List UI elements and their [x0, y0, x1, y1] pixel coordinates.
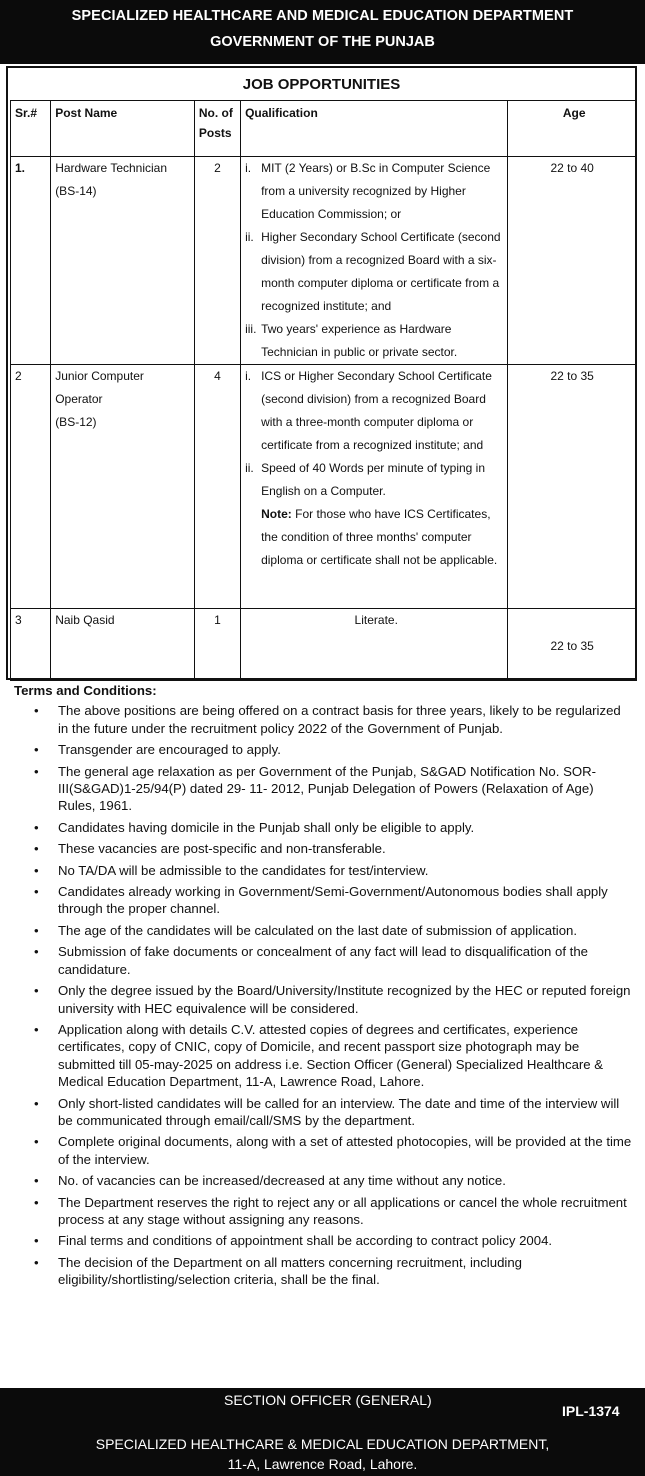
term-text: Application along with details C.V. attested copies of degrees and certificates, experience certificates, copy of CNIC, copy of Domicile, and recent passport size photograph may be submitted till 05-may-2025 on address i.e. Section Officer (General) Specialized Healthcare & Medical Education Department, 11-A, Lawrence Road, Lahore. [58, 1021, 604, 1090]
term-text: The above positions are being offered on a contract basis for three years, likely to be regularized in the future under the recruitment policy 2022 of the Government of Punjab. [58, 703, 621, 736]
bullet-icon: • [34, 742, 39, 758]
qualification-item: ii. Speed of 40 Words per minute of typing in English on a Computer. [245, 461, 486, 498]
term-text: Submission of fake documents or concealment of any fact will lead to disqualification of the candidature. [58, 944, 588, 977]
department-title: SPECIALIZED HEALTHCARE AND MEDICAL EDUCATION DEPARTMENT [71, 8, 574, 24]
note-text: For those who have ICS Certificates, the condition of three months' computer diploma or certificate shall not be applicable. [261, 507, 498, 567]
bullet-icon: • [34, 819, 39, 835]
signatory: SECTION OFFICER (GENERAL) [224, 1392, 432, 1408]
row3-post-name: Naib Qasid [51, 609, 195, 681]
list-item [14, 1254, 634, 1289]
term-text: Final terms and conditions of appointment shall be according to contract policy 2004. [58, 1233, 553, 1249]
bullet-icon: • [34, 763, 39, 779]
list-item [14, 862, 634, 879]
row1-posts: 2 [194, 157, 240, 365]
row2-sr: 2 [11, 365, 51, 609]
row2-posts: 4 [194, 365, 240, 609]
qualification-item: ii. Higher Secondary School Certificate (second division) from a recognized Board with a six-month computer diploma or certificate from a recognized institute; and [245, 230, 501, 313]
term-text: Candidates having domicile in the Punjab shall only be eligible to apply. [58, 819, 475, 835]
list-item [14, 1133, 634, 1168]
bullet-icon: • [34, 862, 39, 878]
col-no-of-posts: No. of Posts [194, 101, 240, 157]
list-item [14, 883, 634, 918]
list-item [14, 840, 634, 857]
header-banner [0, 0, 645, 64]
table-header-row [11, 101, 637, 157]
list-item [14, 1194, 634, 1229]
footer-banner [0, 1388, 645, 1476]
col-age: Age [508, 101, 637, 157]
bullet-icon: • [34, 944, 39, 960]
list-item [14, 1021, 634, 1091]
ipl-number: IPL-1374 [562, 1403, 620, 1419]
list-item [14, 943, 634, 978]
term-text: The age of the candidates will be calculated on the last date of submission of application. [58, 922, 578, 938]
term-text: The decision of the Department on all matters concerning recruitment, including eligibility/shortlisting/selection criteria, shall be the final. [58, 1254, 522, 1288]
row3-sr: 3 [11, 609, 51, 681]
qualification-item: iii. Two years' experience as Hardware Technician in public or private sector. [245, 322, 458, 359]
bullet-icon: • [34, 1134, 39, 1150]
job-table [10, 100, 637, 681]
note-label: Note: [261, 507, 292, 521]
row1-sr: 1. [11, 157, 51, 365]
bullet-icon: • [34, 703, 39, 719]
job-opportunities-heading: JOB OPPORTUNITIES [242, 76, 401, 93]
row2-age: 22 to 35 [508, 365, 637, 609]
term-text: The general age relaxation as per Government of the Punjab, S&GAD Notification No. SOR-III(S&GAD)1-25/94(P) dated 29- 11- 2012, Punjab Delegation of Powers (Relaxation of Age) Rules, 1961. [58, 763, 597, 814]
row3-qualification: Literate. [241, 609, 508, 681]
footer-address: 11-A, Lawrence Road, Lahore. [227, 1456, 418, 1472]
row1-scale: (BS-14) [55, 184, 97, 198]
bullet-icon: • [34, 884, 39, 900]
table-row [11, 157, 637, 365]
bullet-icon: • [34, 1095, 39, 1111]
row1-post-name: Hardware Technician [55, 161, 168, 175]
qualification-note [245, 503, 507, 572]
row1-qualification [241, 157, 508, 365]
term-text: These vacancies are post-specific and non-transferable. [58, 841, 386, 857]
bullet-icon: • [34, 1233, 39, 1249]
bullet-icon: • [34, 1173, 39, 1189]
government-title: GOVERNMENT OF THE PUNJAB [210, 34, 435, 50]
terms-title: Terms and Conditions: [14, 683, 157, 698]
bullet-icon: • [34, 922, 39, 938]
term-text: Transgender are encouraged to apply. [58, 742, 281, 758]
list-item [14, 741, 634, 758]
list-item [14, 1172, 634, 1189]
terms-list [14, 702, 634, 1288]
term-text: Candidates already working in Government/Semi-Government/Autonomous bodies shall apply through the proper channel. [58, 884, 608, 917]
col-sr: Sr.# [11, 101, 51, 157]
term-text: Only the degree issued by the Board/University/Institute recognized by the HEC or reputed foreign university with HEC equivalence will be considered. [58, 983, 631, 1016]
bullet-icon: • [34, 1021, 39, 1037]
qualification-item: i. MIT (2 Years) or B.Sc in Computer Science from a university recognized by Higher Education Commission; or [245, 161, 491, 221]
term-text: No TA/DA will be admissible to the candidates for test/interview. [58, 862, 429, 878]
table-row [11, 609, 637, 681]
row2-qualification [241, 365, 508, 609]
row2-post-name: Junior Computer Operator [55, 369, 144, 406]
qualification-item: i. ICS or Higher Secondary School Certificate (second division) from a recognized Board with a three-month computer diploma or certificate from a recognized institute; and [245, 369, 492, 452]
row1-age: 22 to 40 [508, 157, 637, 365]
bullet-icon: • [34, 1254, 39, 1270]
row1-post [51, 157, 195, 365]
list-item [14, 1095, 634, 1130]
terms-and-conditions [14, 682, 634, 1293]
list-item [14, 702, 634, 737]
list-item [14, 1232, 634, 1249]
row2-post [51, 365, 195, 609]
list-item [14, 982, 634, 1017]
footer-department: SPECIALIZED HEALTHCARE & MEDICAL EDUCATION DEPARTMENT, [95, 1436, 550, 1452]
table-row [11, 365, 637, 609]
col-post-name: Post Name [51, 101, 195, 157]
list-item [14, 763, 634, 815]
bullet-icon: • [34, 1194, 39, 1210]
row3-posts: 1 [194, 609, 240, 681]
term-text: Only short-listed candidates will be called for an interview. The date and time of the interview will be communicated through email/call/SMS by the department. [58, 1095, 620, 1128]
bullet-icon: • [34, 983, 39, 999]
col-qualification: Qualification [241, 101, 508, 157]
term-text: Complete original documents, along with a set of attested photocopies, will be provided at the time of the interview. [58, 1134, 632, 1167]
term-text: The Department reserves the right to reject any or all applications or cancel the whole recruitment process at any stage without assigning any reasons. [58, 1194, 627, 1227]
row2-scale: (BS-12) [55, 415, 97, 429]
term-text: No. of vacancies can be increased/decreased at any time without any notice. [58, 1173, 506, 1189]
row3-age: 22 to 35 [508, 609, 637, 681]
list-item [14, 819, 634, 836]
bullet-icon: • [34, 841, 39, 857]
list-item [14, 922, 634, 939]
